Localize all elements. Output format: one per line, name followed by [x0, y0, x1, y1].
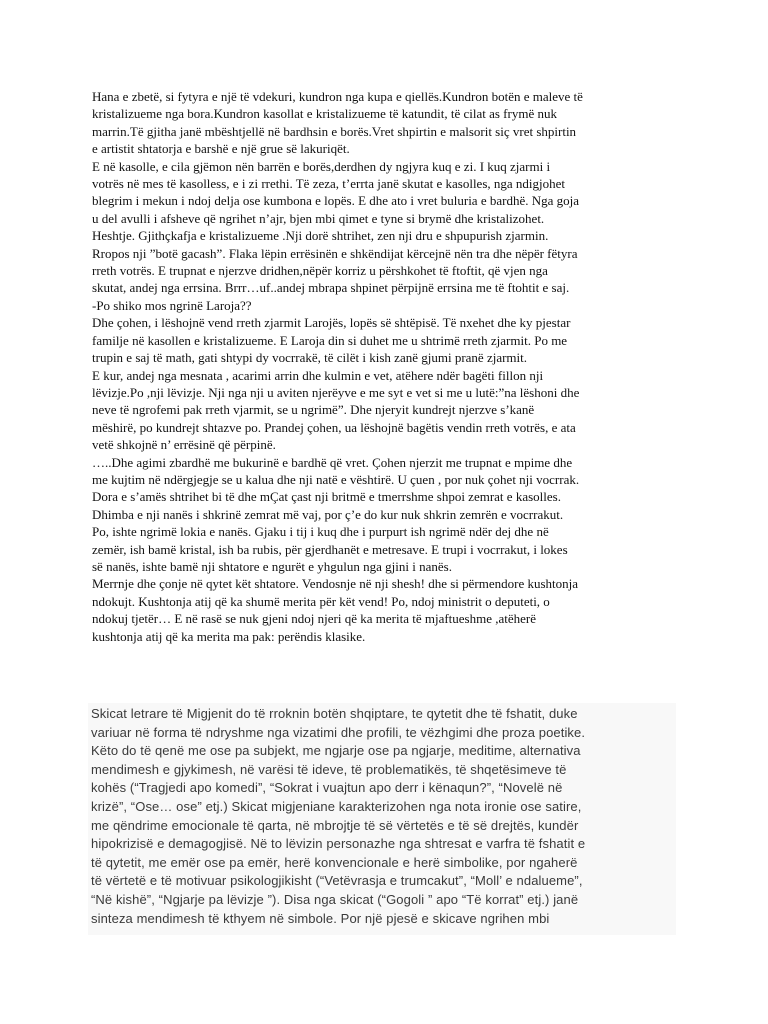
- commentary-line: hipokrizisë e demagogjisë. Në to lëvizin personazhe nga shtresat e varfra të fshatit e: [91, 836, 586, 852]
- story-line: Po, ishte ngrimë lokia e nanës. Gjaku i tij i kuq dhe i purpurt ish ngrimë ndër dej dhe në: [92, 524, 549, 540]
- story-line: E në kasolle, e cila gjëmon nën barrën e borës,derdhen dy ngjyra kuq e zi. I kuq zjarmi i: [92, 158, 551, 174]
- story-line: votrës në mes të kasolless, e i zi rrethi. Të zeza, t’errta janë skutat e kasolles, nga ndigjohet: [92, 176, 566, 192]
- story-line: mëshirë, po kundrejt shtazve po. Prandej çohen, ua lëshojnë bagëtis vendin rreth votrës, e ata: [92, 419, 576, 435]
- story-line: Dhe çohen, i lëshojnë vend rreth zjarmit Larojës, lopës së shtëpisë. Të nxehet dhe ky pjestar: [92, 315, 571, 331]
- story-line: ndokujt. Kushtonja atij që ka shumë merita për kët vend! Po, ndoj ministrit o deputeti, o: [92, 593, 550, 609]
- commentary-line: “Në kishë”, “Ngjarje pa lëvizje ”). Disa nga skicat (“Gogoli ” apo “Të korrat” etj.) janë: [91, 891, 579, 907]
- commentary-line: krizë”, “Ose… ose” etj.) Skicat migjeniane karakterizohen nga nota ironie ose satire,: [91, 798, 582, 814]
- story-line: Heshtje. Gjithçkafja e kristalizueme .Nji dorë shtrihet, zen nji dru e shpupurish zjarmin.: [92, 228, 549, 244]
- story-line: kristalizueme nga bora.Kundron kasollat e kristalizueme të katundit, të cilat as frymë nuk: [92, 106, 557, 122]
- story-line: blegrim i mekun i ndoj delja ose kumbona e lopës. E dhe ato i vret buluria e bardhë. Nga goja: [92, 193, 580, 209]
- commentary-line: variuar në forma të ndryshme nga vizatimi dhe profili, te vëzhgimi dhe proza poetike.: [91, 724, 586, 740]
- story-line: Rropos nji ”botë gacash”. Flaka lëpin errësinën e shkëndijat kërcejnë nën tra dhe nëpër fëtyra: [92, 245, 578, 261]
- story-line: vetë shkojnë n’ errësinë që përpinë.: [92, 437, 276, 453]
- commentary-line: me qëndrime emocionale të qarta, në mbrojtje të së vërtetës e të së drejtës, kundër: [91, 817, 579, 833]
- story-line: familje në kasollen e kristalizueme. E Laroja din si duhet me u shtrimë rreth zjarmit. Po me: [92, 332, 568, 348]
- story-line: së nanës, ishte bamë nji shtatore e ngurët e yhgulun nga gjini i nanës.: [92, 558, 452, 574]
- story-text: [92, 88, 682, 645]
- story-line: Dhimba e nji nanës i shkrinë zemrat më vaj, por ç’e do kur nuk shkrin zemrën e vocrrakut.: [92, 506, 564, 522]
- story-line: ndokuj tjetër… E në rasë se nuk gjeni ndoj njeri që ka merita të mjaftueshme ,atëherë: [92, 611, 537, 627]
- commentary-line: të vërtetë e të motivuar psikologjikisht (“Vetëvrasja e trumcakut”, “Moll’ e ndalueme”,: [91, 873, 583, 889]
- story-line: -Po shiko mos ngrinë Laroja??: [92, 297, 252, 313]
- story-line: neve të ngrofemi pak rreth vjarmit, se u ngrimë”. Dhe njeryit kundrejt njerzve s’kanë: [92, 402, 535, 418]
- story-line: zemër, ish bamë kristal, ish ba rubis, për gjerdhanët e metresave. E trupi i vocrrakut, i lokes: [92, 541, 568, 557]
- commentary-line: sinteza mendimesh të kthyem në simbole. Por një pjesë e skicave ngrihen mbi: [91, 910, 550, 926]
- story-line: Hana e zbetë, si fytyra e një të vdekuri, kundron nga kupa e qiellës.Kundron botën e maleve të: [92, 89, 583, 104]
- story-line: rreth votrës. E trupnat e njerzve dridhen,nëpër korriz u përshkohet të ftoftit, që vjen nga: [92, 263, 548, 279]
- story-line: e artistit shtatorja e barshë e një grue së lakuriqët.: [92, 141, 350, 157]
- story-line: lëvizje.Po ,nji lëvizje. Nji nga nji u aviten njerëyve e me syt e vet si me u lutë:”na lëshoni dhe: [92, 384, 580, 400]
- story-line: Dora e s’amës shtrihet bi të dhe mÇat çast nji britmë e tmerrshme shpoi zemrat e kasolles.: [92, 489, 561, 505]
- story-line: Merrnje dhe çonje në qytet kët shtatore. Vendosnje në nji shesh! dhe si përmendore kushtonja: [92, 576, 579, 592]
- story-line: u del avulli i afsheve që ngrihet n’ajr, bjen mbi qimet e tyne si brymë dhe kristalizohet.: [92, 210, 545, 226]
- commentary-text: [88, 703, 676, 935]
- story-line: skutat, andej nga errsina. Brrr…uf..andej mbrapa shpinet përpijnë errsina me të ftohtit e saj.: [92, 280, 570, 296]
- story-line: kushtonja atij që ka merita ma pak: perëndis klasike.: [92, 628, 366, 644]
- commentary-line: kohës (“Tragjedi apo komedi”, “Sokrat i vuajtun apo derr i kënaqun?”, “Novelë në: [91, 780, 563, 796]
- story-line: marrin.Të gjitha janë mbështjellë në bardhsin e borës.Vret shpirtin e malsorit siç vret shpirtin: [92, 123, 577, 139]
- commentary-line: mendimesh e gjykimesh, në varësi të ideve, të problematikës, të shqetësimeve të: [91, 761, 567, 777]
- story-line: trupin e saj të math, gati shtypi dy vocrrakë, të cilët i kish zanë gjumi pranë zjarmit.: [92, 350, 528, 366]
- commentary-line: Skicat letrare të Migjenit do të rroknin botën shqiptare, te qytetit dhe të fshatit, duke: [91, 706, 578, 721]
- story-line: E kur, andej nga mesnata , acarimi arrin dhe kulmin e vet, atëhere ndër bagëti fillon nji: [92, 367, 544, 383]
- story-line: me kujtim në ndërgjegje se u kalua dhe nji natë e vështirë. U çuen , por nuk çohet nji vocrrak.: [92, 471, 580, 487]
- story-line: …..Dhe agimi zbardhë me bukurinë e bardhë që vret. Çohen njerzit me trupnat e mpime dhe: [92, 454, 573, 470]
- commentary-line: të qytetit, me emër ose pa emër, herë konvencionale e herë simbolike, por ngaherë: [91, 854, 578, 870]
- commentary-line: Këto do të qenë me ose pa subjekt, me ngjarje ose pa ngjarje, meditime, alternativa: [91, 743, 581, 759]
